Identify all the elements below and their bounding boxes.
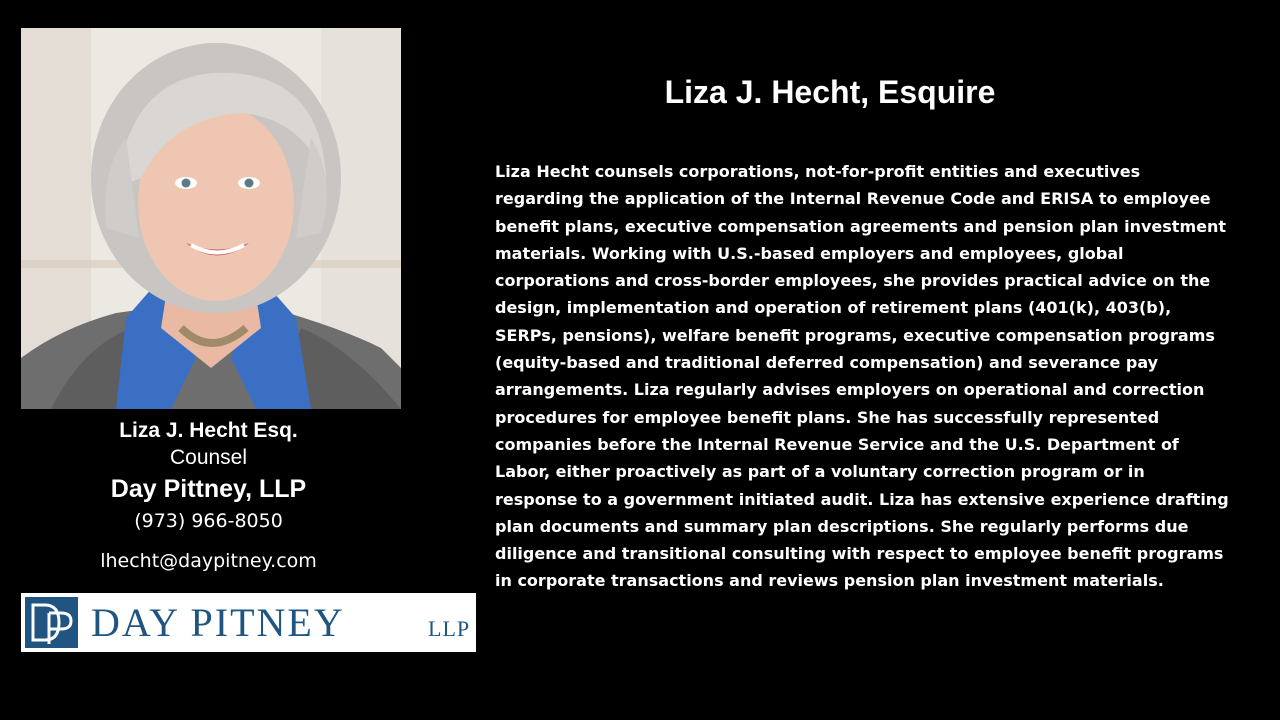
bio-line: response to a government initiated audit. Liza has extensive experience drafting [495, 489, 1229, 509]
dp-monogram-icon [25, 597, 78, 648]
logo-suffix: LLP [428, 616, 471, 641]
bio-line: Liza Hecht counsels corporations, not-for-profit entities and executives [495, 162, 1141, 181]
bio-line: in corporate transactions and reviews pension plan investment materials. [495, 571, 1164, 591]
bio-line: arrangements. Liza regularly advises employers on operational and correction [495, 380, 1205, 400]
bio-line: benefit plans, executive compensation agreements and pension plan investment [495, 216, 1227, 236]
bio-line: regarding the application of the Internal Revenue Code and ERISA to employee [495, 189, 1211, 209]
bio-line: procedures for employee benefit plans. She has successfully represented [495, 407, 1160, 427]
bio-line: companies before the Internal Revenue Service and the U.S. Department of [495, 434, 1179, 454]
email-address: lhecht@daypitney.com [100, 550, 317, 572]
card-name: Liza J. Hecht Esq. [119, 419, 298, 442]
day-pitney-logo [21, 593, 476, 652]
biography [495, 158, 1229, 595]
bio-line: (equity-based and traditional deferred compensation) and severance pay [495, 353, 1159, 373]
bio-line: plan documents and summary plan descriptions. She regularly performs due [495, 516, 1189, 536]
bio-line: Labor, either proactively as part of a voluntary correction program or in [495, 462, 1145, 482]
phone-number: (973) 966-8050 [134, 510, 283, 532]
portrait-photo [21, 28, 401, 409]
bio-line: SERPs, pensions), welfare benefit programs, executive compensation programs [495, 325, 1215, 345]
card-title: Counsel [169, 446, 248, 469]
page-title: Liza J. Hecht, Esquire [664, 74, 996, 110]
logo-wordmark: DAY PITNEY [91, 600, 345, 645]
bio-line: corporations and cross-border employees, she provides practical advice on the [495, 271, 1211, 291]
bio-line: materials. Working with U.S.-based employers and employees, global [495, 243, 1124, 263]
bio-line: design, implementation and operation of retirement plans (401(k), 403(b), [495, 298, 1172, 318]
firm-name: Day Pittney, LLP [110, 475, 307, 503]
bio-line: diligence and transitional consulting with respect to employee benefit programs [495, 544, 1224, 564]
